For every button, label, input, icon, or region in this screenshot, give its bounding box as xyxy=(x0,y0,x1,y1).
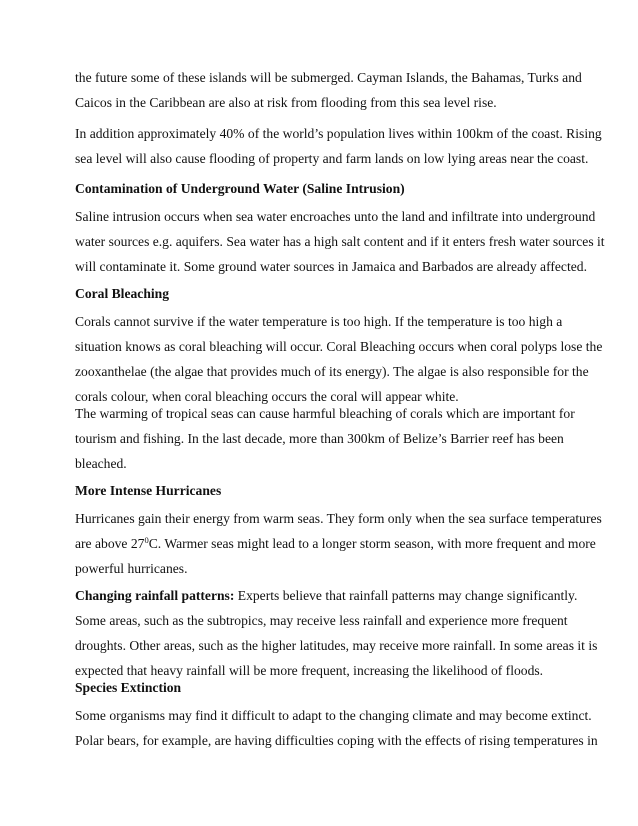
heading-species-extinction: Species Extinction xyxy=(75,680,182,695)
paragraph-line: situation knows as coral bleaching will occur. Coral Bleaching occurs when coral polyps lose the xyxy=(75,339,603,354)
paragraph-text: C. Warmer seas might lead to a longer storm season, with more frequent and more xyxy=(148,536,596,551)
paragraph-line: zooxanthelae (the algae that provides much of its energy). The algae is also responsible for the xyxy=(75,364,589,379)
heading-saline-intrusion: Contamination of Underground Water (Saline Intrusion) xyxy=(75,181,405,196)
paragraph-line: water sources e.g. aquifers. Sea water has a high salt content and if it enters fresh water sources it xyxy=(75,234,605,249)
paragraph-text: are above 27 xyxy=(75,536,145,551)
heading-coral-bleaching: Coral Bleaching xyxy=(75,286,170,301)
paragraph-line: In addition approximately 40% of the world’s population lives within 100km of the coast. Rising xyxy=(75,126,602,141)
paragraph-line: Corals cannot survive if the water temperature is too high. If the temperature is too high a xyxy=(75,314,563,329)
heading-intense-hurricanes: More Intense Hurricanes xyxy=(75,483,222,498)
paragraph-line: Some areas, such as the subtropics, may receive less rainfall and experience more frequent xyxy=(75,613,568,628)
inline-heading: Changing rainfall patterns: xyxy=(75,588,235,603)
paragraph-line: expected that heavy rainfall will be more frequent, increasing the likelihood of floods. xyxy=(75,663,544,678)
paragraph-line: bleached. xyxy=(75,456,127,471)
paragraph-line: Hurricanes gain their energy from warm seas. They form only when the sea surface temperatures xyxy=(75,511,602,526)
paragraph-line: the future some of these islands will be submerged. Cayman Islands, the Bahamas, Turks and xyxy=(75,70,582,85)
paragraph-line: powerful hurricanes. xyxy=(75,561,188,576)
paragraph-line: tourism and fishing. In the last decade, more than 300km of Belize’s Barrier reef has been xyxy=(75,431,564,446)
paragraph-line: Saline intrusion occurs when sea water encroaches unto the land and infiltrate into underground xyxy=(75,209,596,224)
paragraph-line: will contaminate it. Some ground water sources in Jamaica and Barbados are already affected. xyxy=(75,259,587,274)
paragraph-line xyxy=(75,536,596,552)
paragraph-line: Caicos in the Caribbean are also at risk from flooding from this sea level rise. xyxy=(75,95,497,110)
paragraph-line: sea level will also cause flooding of property and farm lands on low lying areas near the coast. xyxy=(75,151,589,166)
paragraph-line: Polar bears, for example, are having difficulties coping with the effects of rising temperatures in xyxy=(75,733,598,748)
paragraph-line: corals colour, when coral bleaching occurs the coral will appear white. xyxy=(75,389,459,404)
paragraph-line xyxy=(75,588,577,604)
superscript: 0 xyxy=(144,535,149,545)
paragraph-line: droughts. Other areas, such as the higher latitudes, may receive more rainfall. In some areas it is xyxy=(75,638,598,653)
paragraph-line: Some organisms may find it difficult to adapt to the changing climate and may become extinct. xyxy=(75,708,592,723)
paragraph-text: Experts believe that rainfall patterns may change significantly. xyxy=(234,588,578,603)
paragraph-line: The warming of tropical seas can cause harmful bleaching of corals which are important for xyxy=(75,406,575,421)
